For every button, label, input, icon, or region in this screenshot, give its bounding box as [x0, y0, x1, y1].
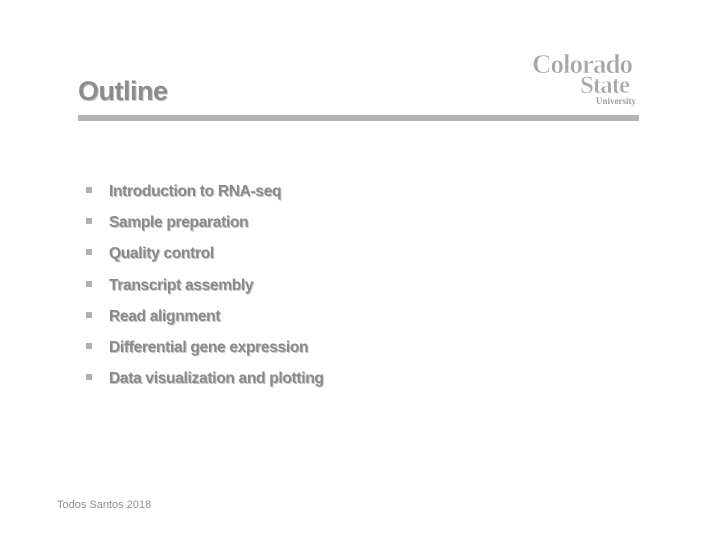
logo-wordmark-line3: University — [596, 96, 636, 106]
title-divider — [78, 115, 639, 121]
outline-item-read-alignment — [86, 303, 324, 334]
outline-item-label: Sample preparation — [109, 214, 249, 232]
slide-footer: Todos Santos 2018 — [57, 499, 152, 511]
outline-item-intro — [86, 178, 324, 209]
logo-wordmark-line1: Colorado — [532, 49, 632, 79]
outline-item-quality-control — [86, 240, 324, 271]
square-bullet-icon — [86, 281, 92, 287]
outline-list — [86, 178, 324, 396]
square-bullet-icon — [86, 374, 92, 380]
outline-item-label: Data visualization and plotting — [109, 370, 324, 388]
outline-item-transcript-assembly — [86, 272, 324, 303]
square-bullet-icon — [86, 218, 92, 224]
outline-item-differential-expression — [86, 334, 324, 365]
outline-item-label: Differential gene expression — [109, 338, 309, 356]
square-bullet-icon — [86, 187, 92, 193]
square-bullet-icon — [86, 249, 92, 255]
outline-item-label: Introduction to RNA-seq — [109, 183, 282, 200]
outline-item-data-visualization — [86, 365, 324, 396]
outline-item-label: Quality control — [109, 245, 214, 263]
csu-logo — [528, 44, 674, 106]
square-bullet-icon — [86, 312, 92, 318]
slide-title: Outline — [78, 76, 168, 106]
outline-item-label: Read alignment — [109, 307, 221, 325]
outline-item-sample-prep — [86, 209, 324, 240]
outline-item-label: Transcript assembly — [109, 276, 254, 294]
square-bullet-icon — [86, 343, 92, 349]
logo-wordmark-line2: State — [580, 72, 630, 99]
